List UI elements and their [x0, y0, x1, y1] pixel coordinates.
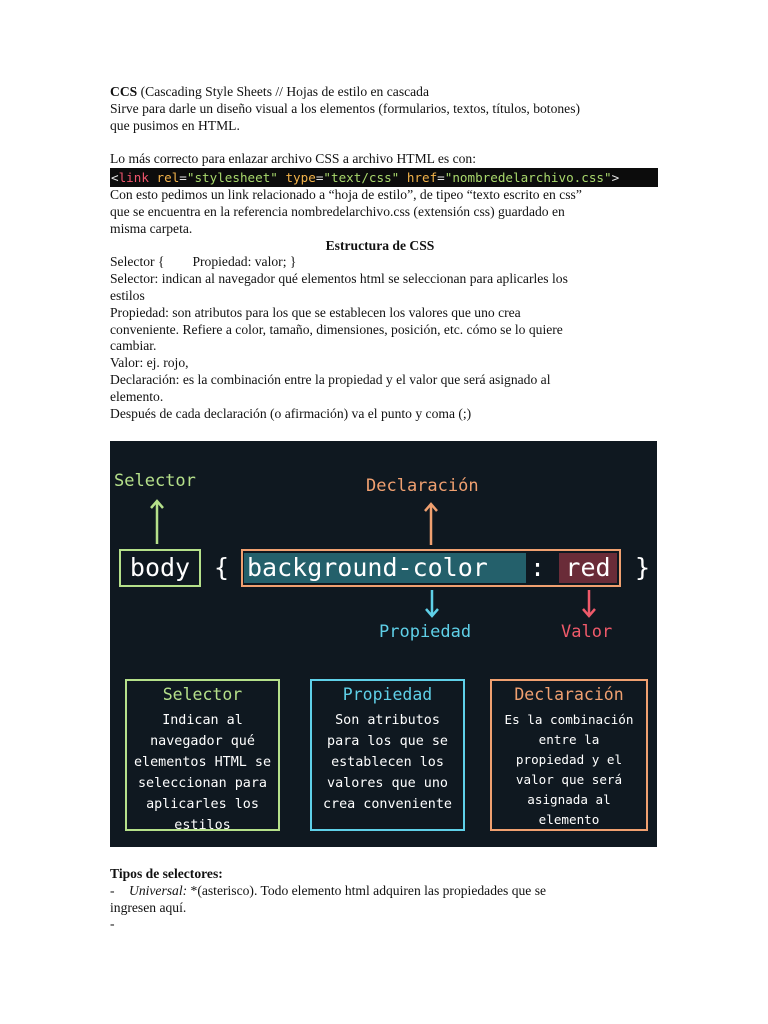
selector-syntax-left: Selector {	[110, 254, 165, 270]
selector-types-heading: Tipos de selectores:	[110, 866, 223, 881]
card-selector-body: Indican al navegador qué elementos HTML se seleccionan para aplicarles los estilos	[133, 713, 272, 833]
card-propiedad-body: Son atributos para los que se establecen los valores que uno crea conveniente	[323, 713, 452, 812]
code-tag: link	[118, 170, 149, 186]
document-body	[110, 84, 650, 422]
code-val-href: "nombredelarchivo.css"	[444, 170, 612, 186]
card-propiedad	[310, 679, 465, 831]
definition-line-5: cambiar.	[110, 338, 157, 354]
definition-line-9: Después de cada declaración (o afirmación) va el punto y coma (;)	[110, 405, 472, 421]
code-close-bracket: >	[611, 170, 620, 186]
definition-line-8: elemento.	[110, 388, 164, 404]
code-attr-rel: rel	[156, 170, 180, 186]
code-colon: :	[530, 553, 546, 582]
definition-line-2: estilos	[110, 287, 145, 303]
selector-syntax-right: Propiedad: valor; }	[192, 254, 297, 270]
code-brace-open: {	[214, 553, 230, 582]
intro-line-2: Sirve para darle un diseño visual a los elementos (formularios, textos, títulos, botones)	[110, 100, 581, 116]
code-declaration-box	[241, 549, 621, 587]
code-brace-close: }	[635, 553, 651, 582]
css-structure-infographic	[110, 441, 657, 847]
bullet-dash-2: -	[110, 916, 115, 932]
code-open-bracket: <	[111, 170, 119, 186]
selector-type-term: Universal:	[129, 882, 188, 898]
code-val-type: "text/css"	[323, 170, 400, 186]
definition-line-1: Selector: indican al navegador qué elementos html se seleccionan para aplicarles los	[110, 271, 568, 287]
code-attr-href: href	[406, 170, 438, 186]
card-declaracion	[490, 679, 648, 831]
bullet-dash-1: -	[110, 882, 115, 898]
infographic-label-propiedad: Propiedad	[379, 622, 472, 642]
card-selector-title: Selector	[162, 685, 243, 704]
title-abbr: CCS	[110, 84, 138, 99]
html-link-code: <link rel="stylesheet" type="text/css" href="nombredelarchivo.css">	[110, 168, 658, 187]
infographic-label-valor: Valor	[561, 622, 613, 642]
code-property-highlight: background-color	[244, 553, 526, 583]
definition-line-6: Valor: ej. rojo,	[110, 355, 189, 371]
structure-heading: Estructura de CSS	[325, 237, 435, 253]
card-declaracion-title: Declaración	[514, 685, 624, 704]
selector-type-desc: *(asterisco). Todo elemento html adquiren las propiedades que se	[187, 882, 547, 898]
code-selector-box: body	[119, 549, 201, 587]
arrow-up-selector-icon	[150, 498, 164, 546]
arrow-down-propiedad-icon	[425, 589, 439, 619]
definition-line-4: conveniente. Refiere a color, tamaño, dimensiones, posición, etc. cómo se lo quiere	[110, 321, 563, 337]
selector-type-universal-cont: ingresen aquí.	[110, 899, 187, 915]
title-rest: (Cascading Style Sheets // Hojas de estilo en cascada	[137, 84, 430, 99]
selector-syntax-line	[110, 254, 650, 271]
intro-title	[110, 84, 650, 101]
arrow-up-declaracion-icon	[424, 501, 438, 547]
card-selector	[125, 679, 280, 831]
code-val-rel: "stylesheet"	[186, 170, 278, 186]
definition-line-3: Propiedad: son atributos para los que se establecen los valores que uno crea	[110, 304, 521, 320]
arrow-down-valor-icon	[582, 589, 596, 619]
selector-type-empty	[110, 916, 650, 933]
infographic-label-declaracion: Declaración	[366, 476, 479, 496]
code-attr-type: type	[285, 170, 316, 186]
link-intro: Lo más correcto para enlazar archivo CSS a archivo HTML es con:	[110, 151, 477, 167]
selector-type-universal	[110, 883, 650, 900]
card-propiedad-title: Propiedad	[342, 685, 433, 704]
link-explain-3: misma carpeta.	[110, 220, 193, 236]
link-explain-2: que se encuentra en la referencia nombredelarchivo.css (extensión css) guardado en	[110, 203, 565, 219]
infographic-label-selector: Selector	[114, 471, 196, 491]
definition-line-7: Declaración: es la combinación entre la propiedad y el valor que será asignado al	[110, 371, 551, 387]
intro-line-3: que pusimos en HTML.	[110, 117, 240, 133]
card-declaracion-body: Es la combinación entre la propiedad y el valor que será asignada al elemento	[504, 712, 634, 827]
link-explain-1: Con esto pedimos un link relacionado a “hoja de estilo”, de tipeo “texto escrito en css”	[110, 187, 582, 203]
code-value-highlight: red	[559, 553, 617, 583]
selector-types-section	[110, 866, 650, 933]
